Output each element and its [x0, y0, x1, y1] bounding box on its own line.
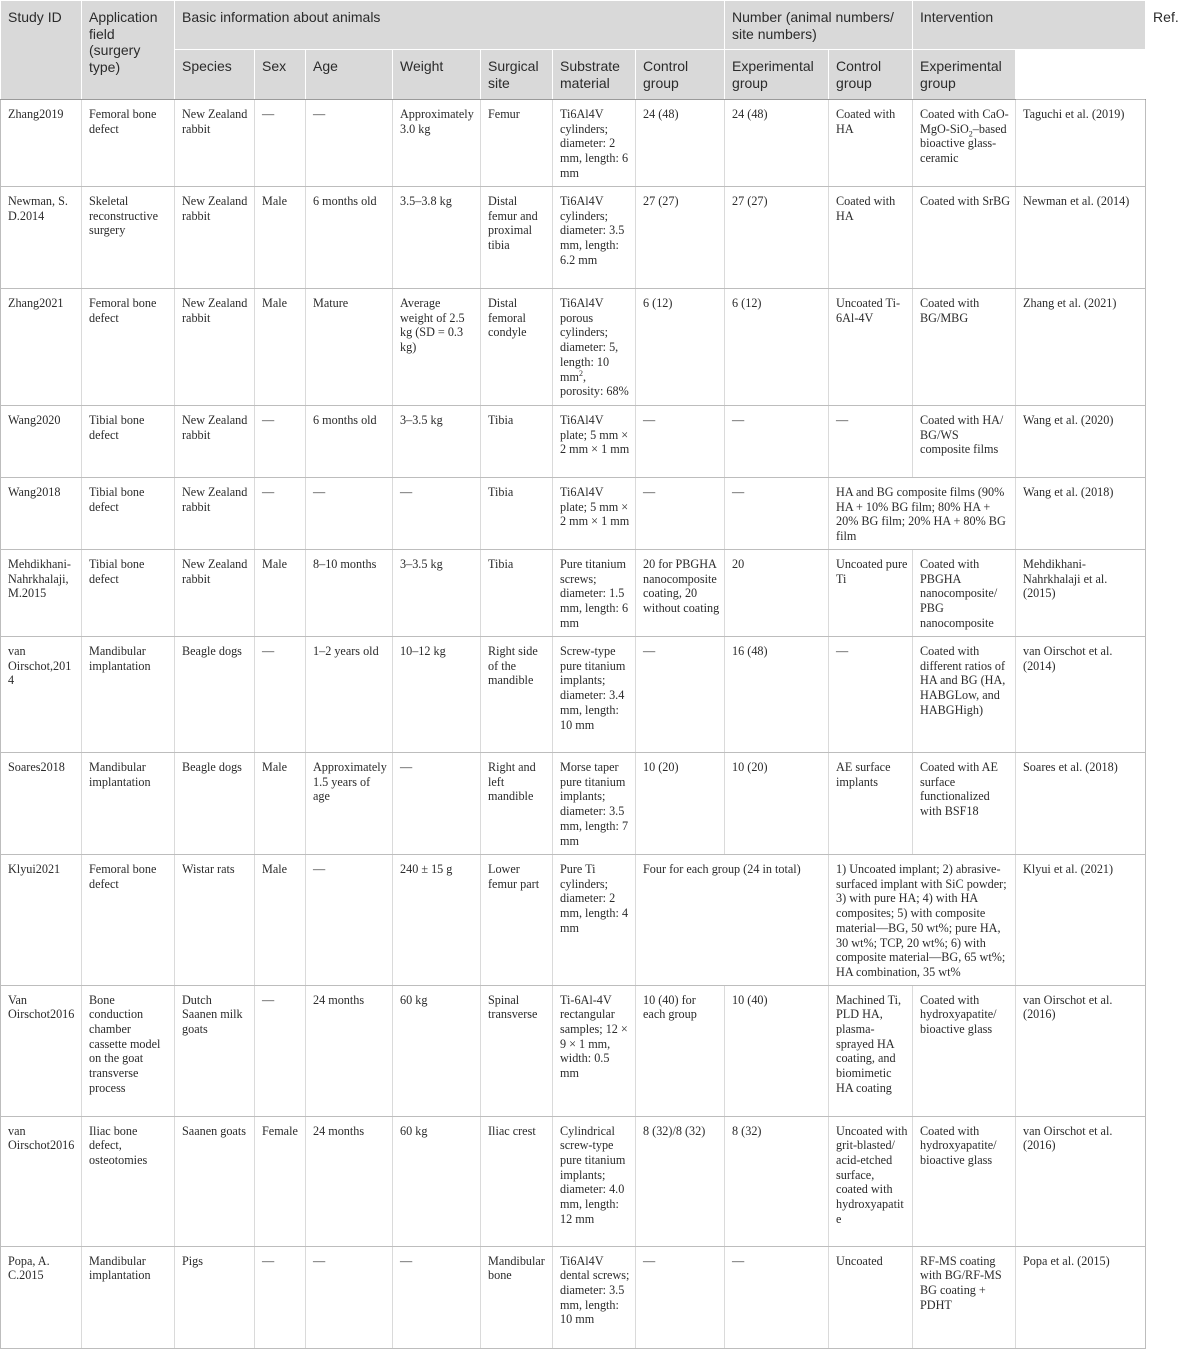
cell-substrate-material: Ti6Al4V cylinders; diameter: 3.5 mm, length: 6.2 mm [553, 187, 636, 289]
cell-application-field: Tibial bone defect [82, 550, 175, 637]
cell-age: — [306, 855, 393, 986]
cell-application-field: Tibial bone defect [82, 478, 175, 550]
cell-species: Dutch Saanen milk goats [175, 985, 255, 1116]
cell-species: New Zealand rabbit [175, 550, 255, 637]
cell-weight: 3–3.5 kg [393, 406, 481, 478]
cell-substrate-material [553, 289, 636, 406]
header-application-field: Application field (surgery type) [82, 1, 175, 100]
header-number: Number (animal numbers/ site numbers) [725, 1, 913, 50]
cell-age: 8–10 months [306, 550, 393, 637]
table-row [1, 100, 1146, 187]
table-row [1, 187, 1146, 289]
cell-surgical-site: Right side of the mandible [481, 637, 553, 753]
cell-weight: 240 ± 15 g [393, 855, 481, 986]
cell-ref: Soares et al. (2018) [1016, 753, 1146, 855]
cell-intervention-experimental: Coated with different ratios of HA and BG (HA, HABGLow, and HABGHigh) [913, 637, 1016, 753]
cell-surgical-site: Tibia [481, 478, 553, 550]
cell-text: , porosity: 68% [560, 369, 629, 399]
cell-age: — [306, 478, 393, 550]
cell-number-control: 24 (48) [636, 100, 725, 187]
header-weight: Weight [393, 50, 481, 100]
cell-weight: — [393, 1246, 481, 1348]
cell-ref: Wang et al. (2018) [1016, 478, 1146, 550]
cell-intervention-control: AE surface implants [829, 753, 913, 855]
cell-study-id: Zhang2019 [1, 100, 82, 187]
cell-age: 1–2 years old [306, 637, 393, 753]
cell-sex: Male [255, 187, 306, 289]
cell-species: Saanen goats [175, 1116, 255, 1246]
cell-surgical-site: Tibia [481, 406, 553, 478]
cell-substrate-material: Cylindrical screw-type pure titanium implants; diameter: 4.0 mm, length: 12 mm [553, 1116, 636, 1246]
cell-substrate-material: Morse taper pure titanium implants; diameter: 3.5 mm, length: 7 mm [553, 753, 636, 855]
cell-study-id: Wang2020 [1, 406, 82, 478]
cell-intervention-merged: 1) Uncoated implant; 2) abrasive-surfaced implant with SiC powder; 3) with pure HA; 4) with HA composites; 5) with composite material—BG, 50 wt%; pure HA, 30 wt%; TCP, 20 wt%; 6) with composite material—BG, 65 wt%; HA combination, 35 wt% [829, 855, 1016, 986]
cell-application-field: Iliac bone defect, osteotomies [82, 1116, 175, 1246]
table-row [1, 1116, 1146, 1246]
cell-study-id: van Oirschot,2014 [1, 637, 82, 753]
study-table: Study ID Application field (surgery type) Basic information about animals Number (animal numbers/ site numbers) Intervention Ref. Species Sex Age Weight Surgical site Substrate material Control group Experimental group Control group Experimental group Zhang2019 Femoral bone defect New Zealand rabbit — — Approximately 3.0 kg Femur Ti6Al4V cylinders; diameter: 2 mm, length: 6 mm 24 (48) 24 (48) Coated with HA Coated with CaO-MgO-SiO$_2$–based bioactive glass-ceramic Taguchi et al. (2019) Newman, S. D.2014 Skeletal reconstructive surgery New Zealand rabbit Male 6 months old 3.5–3.8 kg Distal femur and proximal tibia Ti6Al4V cylinders; diameter: 3.5 mm, length: 6.2 mm 27 (27) 27 (27) Coated with HA Coated with SrBG Newman et al. (2014) Zhang2021 Femoral bone defect New Zealand rabbit Male Mature Average weight of 2.5 kg (SD = 0.3 kg) Distal femoral condyle Ti6Al4V porous cylinders; diameter: 5, length: 10 $mm^2$, porosity: 68% 6 (12) 6 (12) Uncoated Ti-6Al-4V Coated with BG/MBG Zhang et al. (2021) Wang2020 Tibial bone defect New Zealand rabbit — 6 months old 3–3.5 kg Tibia Ti6Al4V plate; 5 mm × 2 mm × 1 mm — — — Coated with HA/ BG/WS composite films Wang et al. (2020) Wang2018 Tibial bone defect New Zealand rabbit — — — Tibia Ti6Al4V plate; 5 mm × 2 mm × 1 mm — — HA and BG composite films (90% HA + 10% BG film; 80% HA + 20% BG film; 20% HA + 80% BG film Wang et al. (2018) Mehdikhani-Nahrkhalaji, M.2015 Tibial bone defect New Zealand rabbit Male 8–10 months 3–3.5 kg Tibia Pure titanium screws; diameter: 1.5 mm, length: 6 mm 20 for PBGHA nanocomposite coating, 20 without coating 20 Uncoated pure Ti Coated with PBGHA nanocomposite/ PBG nanocomposite Mehdikhani-Nahrkhalaji et al. (2015) van Oirschot,2014 Mandibular implantation Beagle dogs — 1–2 years old 10–12 kg Right side of the mandible Screw-type pure titanium implants; diameter: 3.4 mm, length: 10 mm — 16 (48) — Coated with different ratios of HA and BG (HA, HABGLow, and HABGHigh) van Oirschot et al. (2014) Soares2018 Mandibular implantation Beagle dogs Male Approximately 1.5 years of age — Right and left mandible Morse taper pure titanium implants; diameter: 3.5 mm, length: 7 mm 10 (20) 10 (20) AE surface implants Coated with AE surface functionalized with BSF18 Soares et al. (2018) Klyui2021 Femoral bone defect Wistar rats Male — 240 ± 15 g Lower femur part Pure Ti cylinders; diameter: 2 mm, length: 4 mm Four for each group (24 in total) 1) Uncoated implant; 2) abrasive-surfaced implant with SiC powder; 3) with pure HA; 4) with HA composites; 5) with composite material—BG, 50 wt%; pure HA, 30 wt%; TCP, 20 wt%; 6) with composite material—BG, 65 wt%; HA combination, 35 wt% Klyui et al. (2021) Van Oirschot2016 Bone conduction chamber cassette model on the goat transverse process Dutch Saanen milk goats — 24 months 60 kg Spinal transverse Ti-6Al-4V rectangular samples; 12 × 9 × 1 mm, width: 0.5 mm 10 (40) for each group 10 (40) Machined Ti, PLD HA, plasma-sprayed HA coating, and biomimetic HA coating Coated with hydroxyapatite/ bioactive glass van Oirschot et al. (2016) van Oirschot2016 Iliac bone defect, osteotomies Saanen goats Female 24 months 60 kg Iliac crest Cylindrical screw-type pure titanium implants; diameter: 4.0 mm, length: 12 mm 8 (32)/8 (32) 8 (32) Uncoated with grit-blasted/ acid-etched surface, coated with hydroxyapatite Coated with hydroxyapatite/ bioactive glass van Oirschot et al. (2016) Popa, A. C.2015 Mandibular implantation Pigs — — — Mandibular bone Ti6Al4V dental screws; diameter: 3.5 mm, length: 10 mm — — Uncoated RF-MS coating with BG/RF-MS BG coating + PDHT Popa et al. (2015) [0, 0, 1146, 1349]
cell-weight: Average weight of 2.5 kg (SD = 0.3 kg) [393, 289, 481, 406]
cell-study-id: van Oirschot2016 [1, 1116, 82, 1246]
cell-species: New Zealand rabbit [175, 289, 255, 406]
cell-age: — [306, 1246, 393, 1348]
cell-number-merged: Four for each group (24 in total) [636, 855, 829, 986]
cell-intervention-control: — [829, 637, 913, 753]
cell-study-id: Popa, A. C.2015 [1, 1246, 82, 1348]
cell-age: Mature [306, 289, 393, 406]
cell-substrate-material: Ti6Al4V plate; 5 mm × 2 mm × 1 mm [553, 406, 636, 478]
cell-species: Beagle dogs [175, 753, 255, 855]
cell-sex: Male [255, 855, 306, 986]
header-intervention: Intervention [913, 1, 1146, 50]
cell-number-control: 10 (40) for each group [636, 985, 725, 1116]
cell-species: New Zealand rabbit [175, 187, 255, 289]
table-row [1, 753, 1146, 855]
cell-surgical-site: Femur [481, 100, 553, 187]
table-row [1, 550, 1146, 637]
cell-number-experimental: 8 (32) [725, 1116, 829, 1246]
table-row [1, 985, 1146, 1116]
header-substrate-material: Substrate material [553, 50, 636, 100]
cell-surgical-site: Distal femur and proximal tibia [481, 187, 553, 289]
cell-substrate-material: Ti6Al4V dental screws; diameter: 3.5 mm, length: 10 mm [553, 1246, 636, 1348]
cell-application-field: Skeletal reconstructive surgery [82, 187, 175, 289]
header-intervention-control: Control group [829, 50, 913, 100]
cell-number-experimental: — [725, 406, 829, 478]
cell-weight: 3.5–3.8 kg [393, 187, 481, 289]
cell-ref: Mehdikhani-Nahrkhalaji et al. (2015) [1016, 550, 1146, 637]
table-row [1, 289, 1146, 406]
cell-ref: Newman et al. (2014) [1016, 187, 1146, 289]
cell-substrate-material: Pure titanium screws; diameter: 1.5 mm, length: 6 mm [553, 550, 636, 637]
cell-sex: Female [255, 1116, 306, 1246]
cell-age: 24 months [306, 1116, 393, 1246]
cell-intervention-experimental: Coated with BG/MBG [913, 289, 1016, 406]
cell-number-control: 20 for PBGHA nanocomposite coating, 20 without coating [636, 550, 725, 637]
cell-number-control: — [636, 478, 725, 550]
superscript: 2 [578, 368, 583, 378]
cell-study-id: Van Oirschot2016 [1, 985, 82, 1116]
cell-study-id: Soares2018 [1, 753, 82, 855]
cell-number-experimental: 10 (40) [725, 985, 829, 1116]
cell-application-field: Tibial bone defect [82, 406, 175, 478]
cell-weight: Approximately 3.0 kg [393, 100, 481, 187]
table-row [1, 637, 1146, 753]
cell-surgical-site: Tibia [481, 550, 553, 637]
cell-sex: Male [255, 550, 306, 637]
cell-intervention-control: Uncoated pure Ti [829, 550, 913, 637]
cell-sex: — [255, 100, 306, 187]
cell-species: New Zealand rabbit [175, 100, 255, 187]
cell-surgical-site: Right and left mandible [481, 753, 553, 855]
cell-age: 6 months old [306, 187, 393, 289]
cell-intervention-experimental: Coated with HA/ BG/WS composite films [913, 406, 1016, 478]
cell-ref: van Oirschot et al. (2016) [1016, 985, 1146, 1116]
cell-sex: Male [255, 289, 306, 406]
cell-sex: — [255, 1246, 306, 1348]
cell-weight: — [393, 753, 481, 855]
cell-surgical-site: Mandibular bone [481, 1246, 553, 1348]
cell-intervention-experimental: RF-MS coating with BG/RF-MS BG coating + PDHT [913, 1246, 1016, 1348]
cell-application-field: Mandibular implantation [82, 1246, 175, 1348]
cell-intervention-experimental [913, 100, 1016, 187]
cell-surgical-site: Lower femur part [481, 855, 553, 986]
table-row [1, 406, 1146, 478]
cell-surgical-site: Iliac crest [481, 1116, 553, 1246]
cell-weight: 10–12 kg [393, 637, 481, 753]
header-surgical-site: Surgical site [481, 50, 553, 100]
cell-study-id: Mehdikhani-Nahrkhalaji, M.2015 [1, 550, 82, 637]
cell-intervention-control: Coated with HA [829, 100, 913, 187]
cell-ref: Klyui et al. (2021) [1016, 855, 1146, 986]
cell-number-experimental: — [725, 478, 829, 550]
cell-number-control: 10 (20) [636, 753, 725, 855]
cell-intervention-experimental: Coated with AE surface functionalized with BSF18 [913, 753, 1016, 855]
header-study-id: Study ID [1, 1, 82, 100]
cell-number-control: — [636, 637, 725, 753]
table-row [1, 855, 1146, 986]
cell-intervention-experimental: Coated with PBGHA nanocomposite/ PBG nanocomposite [913, 550, 1016, 637]
cell-number-control: — [636, 406, 725, 478]
header-species: Species [175, 50, 255, 100]
cell-surgical-site: Distal femoral condyle [481, 289, 553, 406]
cell-weight: — [393, 478, 481, 550]
cell-intervention-experimental: Coated with SrBG [913, 187, 1016, 289]
cell-species: Beagle dogs [175, 637, 255, 753]
cell-intervention-control: Coated with HA [829, 187, 913, 289]
cell-age: Approximately 1.5 years of age [306, 753, 393, 855]
header-sex: Sex [255, 50, 306, 100]
cell-intervention-control: Uncoated [829, 1246, 913, 1348]
cell-application-field: Mandibular implantation [82, 753, 175, 855]
table-row [1, 1246, 1146, 1348]
cell-application-field: Femoral bone defect [82, 100, 175, 187]
cell-number-experimental: — [725, 1246, 829, 1348]
cell-number-experimental: 16 (48) [725, 637, 829, 753]
cell-substrate-material: Screw-type pure titanium implants; diameter: 3.4 mm, length: 10 mm [553, 637, 636, 753]
cell-ref: Popa et al. (2015) [1016, 1246, 1146, 1348]
header-basic-info: Basic information about animals [175, 1, 725, 50]
header-age: Age [306, 50, 393, 100]
cell-number-experimental: 10 (20) [725, 753, 829, 855]
cell-number-experimental: 27 (27) [725, 187, 829, 289]
header-number-control: Control group [636, 50, 725, 100]
cell-ref: van Oirschot et al. (2014) [1016, 637, 1146, 753]
cell-number-control: — [636, 1246, 725, 1348]
cell-study-id: Zhang2021 [1, 289, 82, 406]
cell-weight: 60 kg [393, 1116, 481, 1246]
cell-intervention-control: Uncoated with grit-blasted/ acid-etched surface, coated with hydroxyapatite [829, 1116, 913, 1246]
cell-species: New Zealand rabbit [175, 406, 255, 478]
cell-text: –based bioactive glass-ceramic [920, 121, 1007, 166]
cell-application-field: Femoral bone defect [82, 289, 175, 406]
cell-ref: Taguchi et al. (2019) [1016, 100, 1146, 187]
cell-application-field: Mandibular implantation [82, 637, 175, 753]
cell-ref: Zhang et al. (2021) [1016, 289, 1146, 406]
cell-sex: — [255, 637, 306, 753]
cell-study-id: Wang2018 [1, 478, 82, 550]
subscript: 2 [968, 129, 973, 139]
cell-sex: — [255, 478, 306, 550]
cell-intervention-experimental: Coated with hydroxyapatite/ bioactive glass [913, 985, 1016, 1116]
cell-age: 24 months [306, 985, 393, 1116]
cell-substrate-material: Ti6Al4V cylinders; diameter: 2 mm, length: 6 mm [553, 100, 636, 187]
cell-substrate-material: Pure Ti cylinders; diameter: 2 mm, length: 4 mm [553, 855, 636, 986]
cell-application-field: Femoral bone defect [82, 855, 175, 986]
cell-application-field: Bone conduction chamber cassette model on the goat transverse process [82, 985, 175, 1116]
cell-study-id: Newman, S. D.2014 [1, 187, 82, 289]
table-row [1, 478, 1146, 550]
cell-text: Coated with CaO-MgO-SiO [920, 107, 1009, 136]
cell-number-control: 6 (12) [636, 289, 725, 406]
cell-age: — [306, 100, 393, 187]
cell-species: Wistar rats [175, 855, 255, 986]
cell-species: Pigs [175, 1246, 255, 1348]
cell-ref: van Oirschot et al. (2016) [1016, 1116, 1146, 1246]
cell-intervention-control: — [829, 406, 913, 478]
cell-intervention-merged: HA and BG composite films (90% HA + 10% BG film; 80% HA + 20% BG film; 20% HA + 80% BG film [829, 478, 1016, 550]
header-intervention-experimental: Experimental group [913, 50, 1016, 100]
cell-number-control: 27 (27) [636, 187, 725, 289]
cell-sex: — [255, 406, 306, 478]
header-number-experimental: Experimental group [725, 50, 829, 100]
cell-number-control: 8 (32)/8 (32) [636, 1116, 725, 1246]
cell-number-experimental: 6 (12) [725, 289, 829, 406]
cell-weight: 60 kg [393, 985, 481, 1116]
cell-text: Ti6Al4V porous cylinders; diameter: 5, length: 10 mm [560, 296, 619, 384]
cell-sex: Male [255, 753, 306, 855]
cell-intervention-control: Machined Ti, PLD HA, plasma-sprayed HA coating, and biomimetic HA coating [829, 985, 913, 1116]
cell-substrate-material: Ti6Al4V plate; 5 mm × 2 mm × 1 mm [553, 478, 636, 550]
cell-substrate-material: Ti-6Al-4V rectangular samples; 12 × 9 × 1 mm, width: 0.5 mm [553, 985, 636, 1116]
cell-number-experimental: 24 (48) [725, 100, 829, 187]
cell-age: 6 months old [306, 406, 393, 478]
cell-number-experimental: 20 [725, 550, 829, 637]
cell-ref: Wang et al. (2020) [1016, 406, 1146, 478]
cell-species: New Zealand rabbit [175, 478, 255, 550]
cell-weight: 3–3.5 kg [393, 550, 481, 637]
cell-study-id: Klyui2021 [1, 855, 82, 986]
cell-intervention-control: Uncoated Ti-6Al-4V [829, 289, 913, 406]
cell-sex: — [255, 985, 306, 1116]
cell-surgical-site: Spinal transverse [481, 985, 553, 1116]
cell-intervention-experimental: Coated with hydroxyapatite/ bioactive glass [913, 1116, 1016, 1246]
